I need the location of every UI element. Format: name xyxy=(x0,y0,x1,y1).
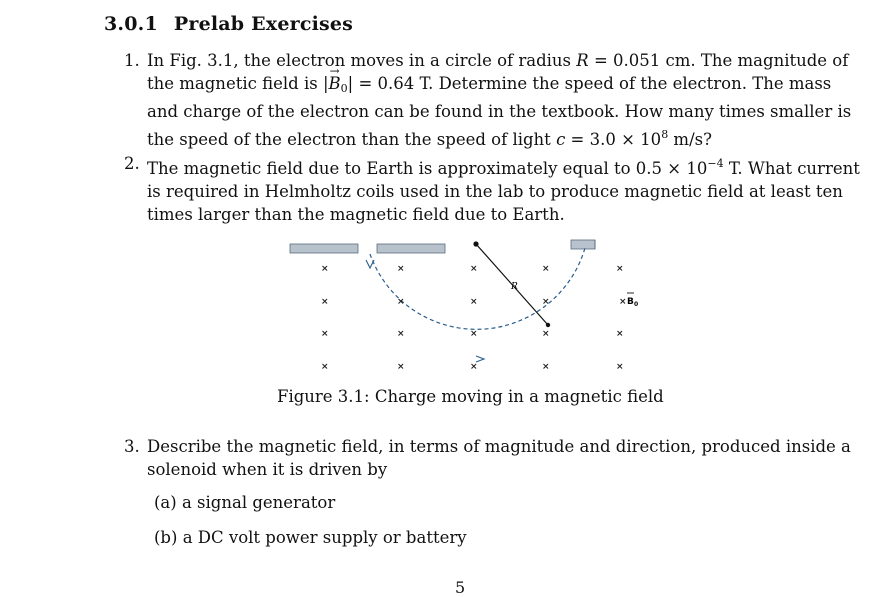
field-into-page-icon: × xyxy=(321,362,329,372)
field-into-page-icon: × xyxy=(397,297,405,307)
subitem-a-text: a signal generator xyxy=(181,493,336,512)
exercise-3-line-1: Describe the magnetic field, in terms of magnitude and direction, produced inside a xyxy=(147,437,851,456)
subitem-a xyxy=(154,493,335,512)
entry-arrow-icon xyxy=(366,260,374,268)
field-into-page-icon: × xyxy=(321,297,329,307)
electron-path xyxy=(370,248,585,329)
field-into-page-icon: × xyxy=(470,264,478,274)
field-markers xyxy=(321,264,627,372)
exponent: 8 xyxy=(661,128,669,141)
exercise-1-body xyxy=(147,49,852,151)
exercise-1-marker: 1. xyxy=(124,51,140,70)
figure-caption: Figure 3.1: Charge moving in a magnetic field xyxy=(277,387,664,406)
middle-plate xyxy=(377,244,445,253)
radius-variable: R xyxy=(576,51,589,70)
figure-3-1 xyxy=(280,232,660,377)
section-heading xyxy=(104,13,353,35)
exercise-2-line-1 xyxy=(147,152,860,180)
text-run: = 0.051 cm. The magnitude of xyxy=(588,51,849,70)
exercise-3-marker: 3. xyxy=(124,437,140,456)
left-plate xyxy=(290,244,358,253)
subitem-b xyxy=(154,528,467,547)
subitem-b-text: a DC volt power supply or battery xyxy=(182,528,467,547)
field-into-page-icon: × xyxy=(470,362,478,372)
field-into-page-icon: × xyxy=(470,329,478,339)
field-into-page-icon: × xyxy=(616,264,624,274)
exercise-2-line-2: is required in Helmholtz coils used in the lab to produce magnetic field at least ten xyxy=(147,182,843,201)
exercise-3 xyxy=(124,435,851,481)
electron-dot xyxy=(546,323,550,327)
text-run: m/s? xyxy=(668,130,712,149)
exercise-1 xyxy=(124,49,852,151)
subitem-a-marker: (a) xyxy=(154,493,177,512)
field-into-page-icon: × xyxy=(397,362,405,372)
field-into-page-icon: × xyxy=(616,329,624,339)
field-label-subscript: 0 xyxy=(634,301,639,308)
exercise-2-body xyxy=(147,152,860,226)
text-run: = 3.0 × 10 xyxy=(565,130,662,149)
exercise-1-line-3: and charge of the electron can be found in the textbook. How many times smaller is xyxy=(147,102,852,121)
exponent: −4 xyxy=(707,157,724,170)
page-number: 5 xyxy=(455,578,466,597)
field-into-page-icon: × xyxy=(542,329,550,339)
text-run: | = 0.64 T. Determine the speed of the electron. The mass xyxy=(347,74,832,93)
text-run: the speed of the electron than the speed of light xyxy=(147,130,557,149)
text-run: In Fig. 3.1, the electron moves in a circle of radius xyxy=(147,51,577,70)
field-into-page-icon: × xyxy=(470,297,478,307)
text-run: T. What current xyxy=(723,159,860,178)
light-speed-variable: c xyxy=(556,130,566,149)
field-into-page-icon: × xyxy=(397,264,405,274)
right-plate xyxy=(571,240,595,249)
field-into-page-icon: × xyxy=(321,264,329,274)
field-into-page-icon: × xyxy=(616,362,624,372)
center-dot xyxy=(473,241,478,246)
exercise-1-line-4 xyxy=(147,123,826,151)
radius-label: R xyxy=(511,282,518,292)
exercise-1-line-1 xyxy=(147,49,849,72)
field-label: B xyxy=(627,297,634,307)
exercise-3-body xyxy=(147,435,851,481)
exercise-2-line-3: times larger than the magnetic field due to Earth. xyxy=(147,205,565,224)
field-into-page-icon: × xyxy=(542,264,550,274)
section-number: 3.0.1 xyxy=(104,13,158,35)
field-into-page-icon: × xyxy=(542,297,550,307)
exercise-3-line-2: solenoid when it is driven by xyxy=(147,460,388,479)
exercise-2-marker: 2. xyxy=(124,154,140,173)
field-vector-variable: → B xyxy=(329,72,341,95)
field-into-page-icon: × xyxy=(542,362,550,372)
exercise-1-line-2 xyxy=(147,72,832,100)
magnetic-field-diagram xyxy=(280,232,660,377)
field-into-page-icon: × xyxy=(397,329,405,339)
exercise-2 xyxy=(124,152,860,226)
field-subscript: 0 xyxy=(340,82,348,95)
field-into-page-icon: × xyxy=(619,297,627,307)
field-into-page-icon: × xyxy=(321,329,329,339)
text-run: the magnetic field is | xyxy=(147,74,329,93)
section-title: Prelab Exercises xyxy=(173,13,354,35)
subitem-b-marker: (b) xyxy=(154,528,178,547)
text-run: The magnetic field due to Earth is approximately equal to 0.5 × 10 xyxy=(147,159,708,178)
